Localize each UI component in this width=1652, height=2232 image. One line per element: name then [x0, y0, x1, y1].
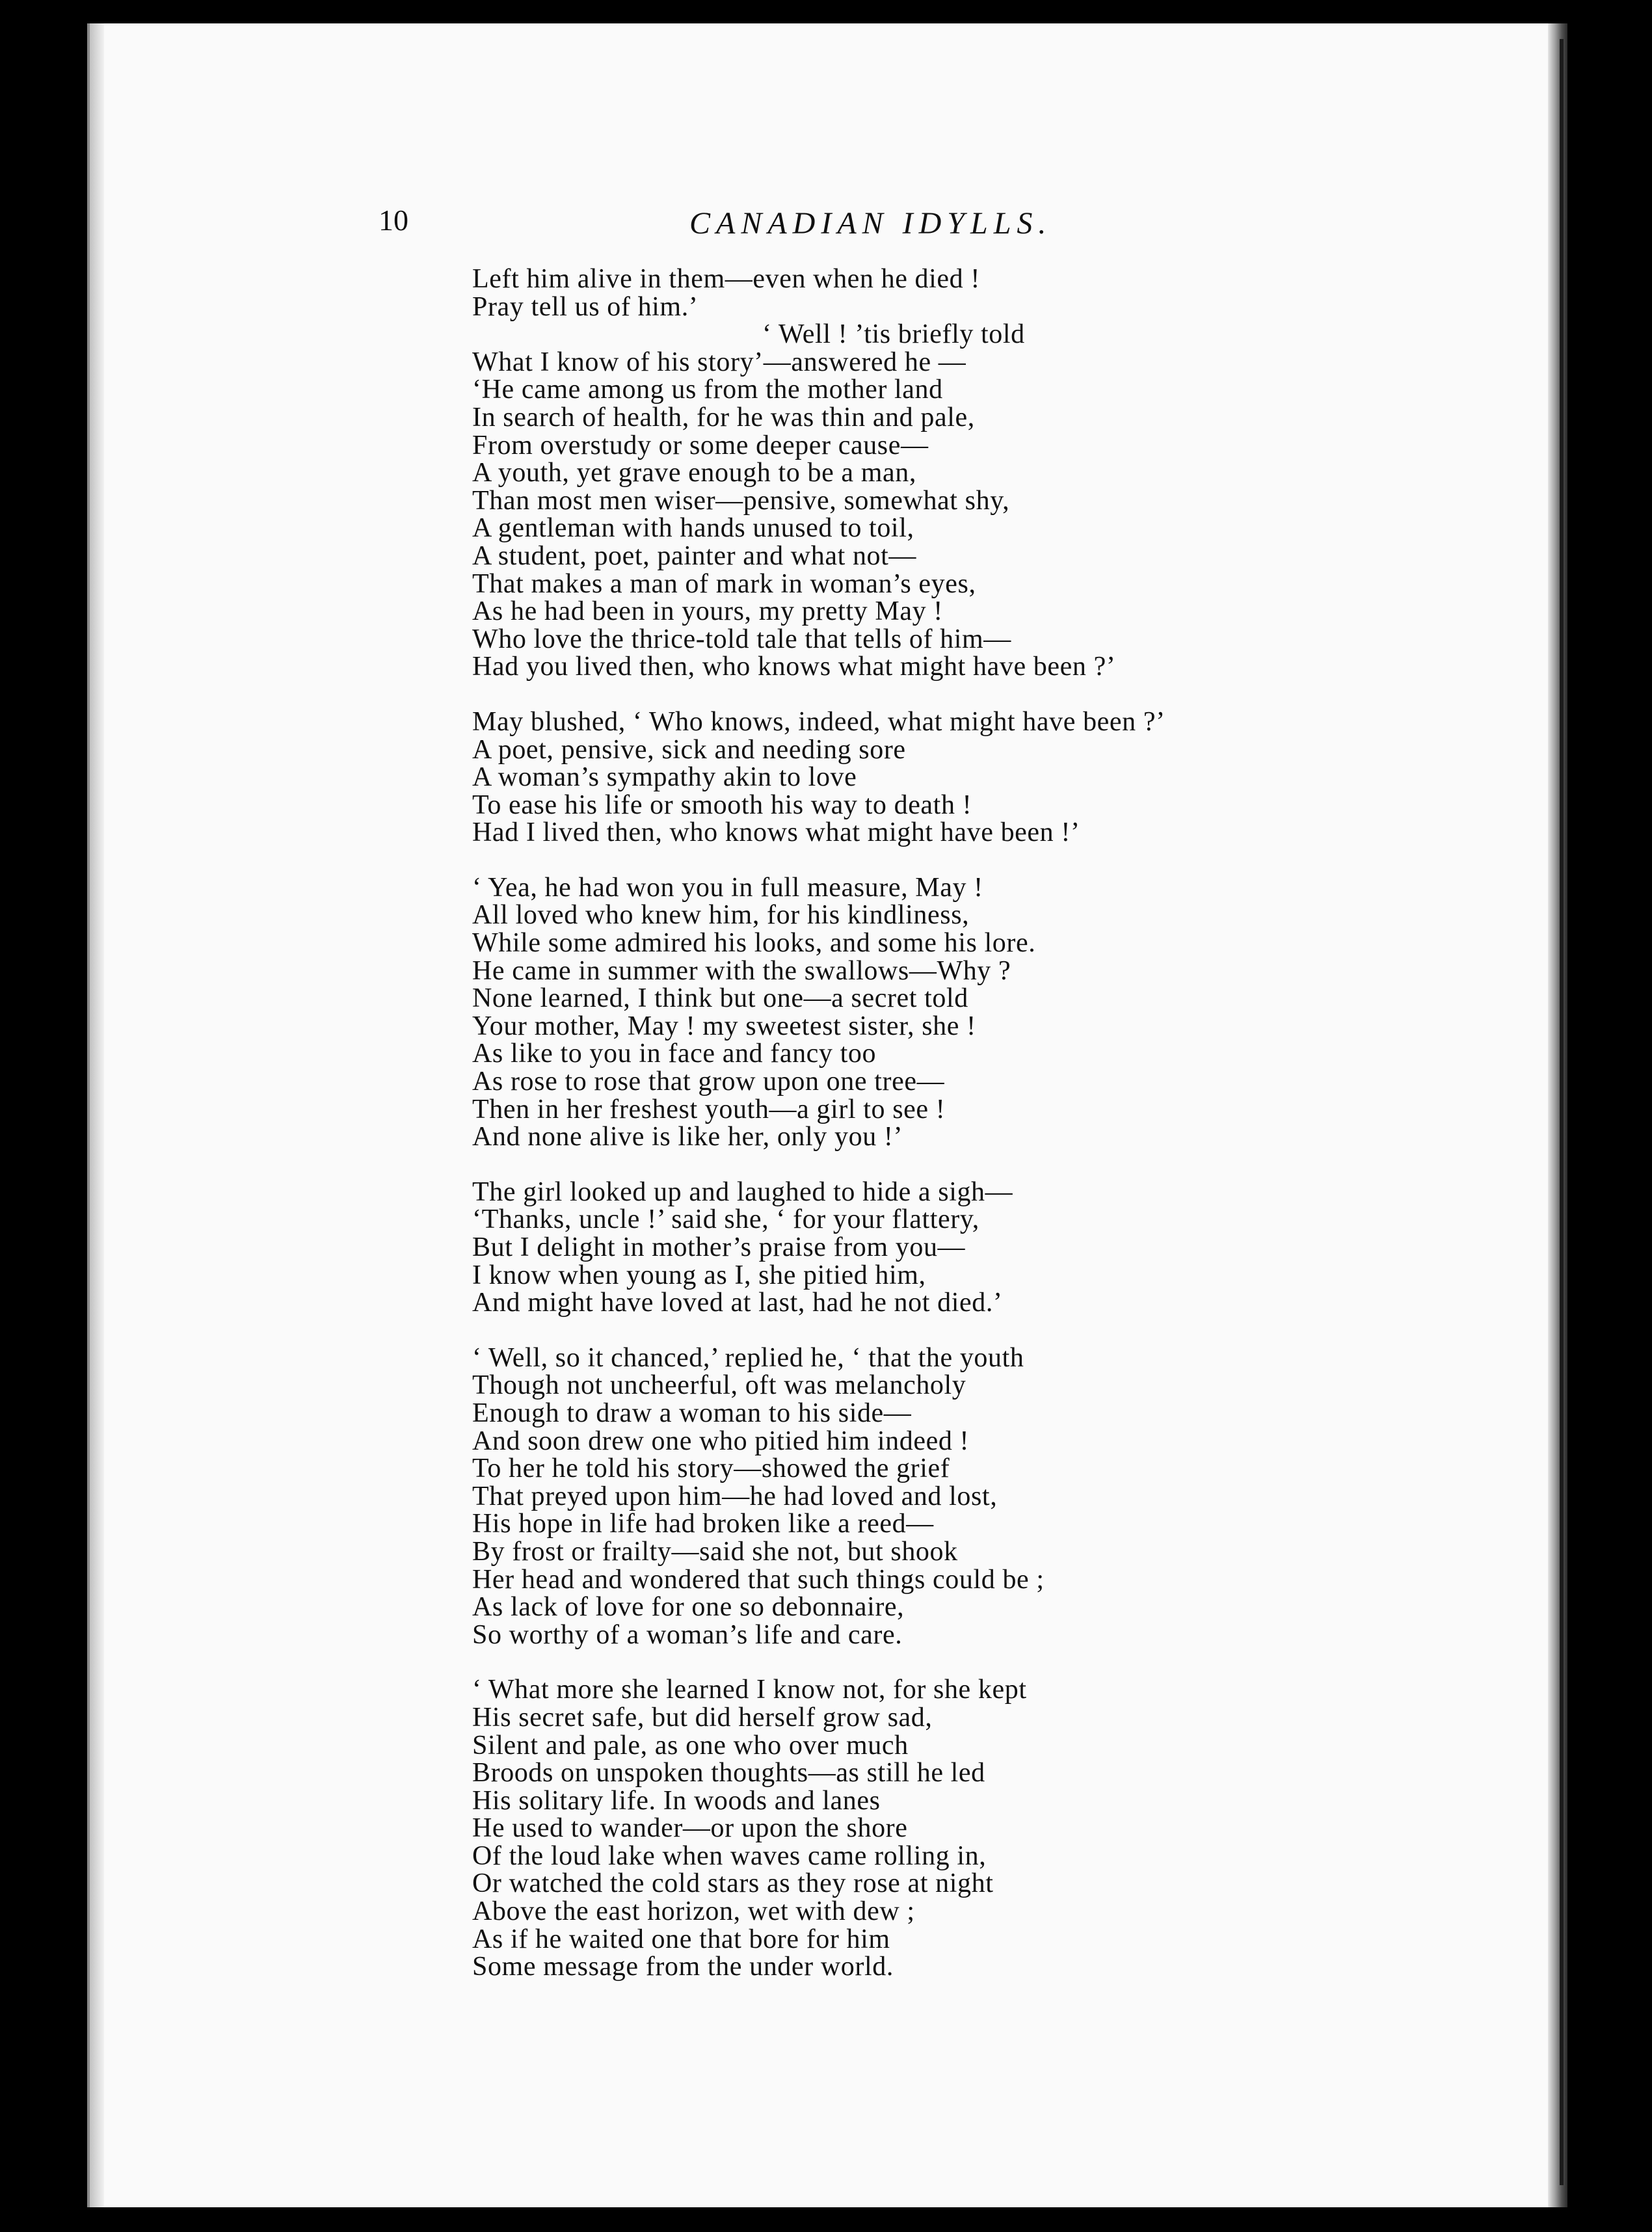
poem-line: ‘He came among us from the mother land: [472, 375, 943, 405]
poem-line: In search of health, for he was thin and pale,: [472, 402, 975, 432]
poem-line: Your mother, May ! my sweetest sister, she !: [472, 1011, 976, 1041]
book-binding-edge: [1548, 23, 1567, 2207]
poem-line: Pray tell us of him.’: [472, 291, 699, 322]
poem-line: What I know of his story’—answered he —: [472, 347, 966, 377]
poem-line: Had you lived then, who knows what might have been ?’: [472, 652, 1116, 682]
poem-line: As if he waited one that bore for him: [472, 1924, 890, 1954]
poem-line: From overstudy or some deeper cause—: [472, 430, 929, 460]
poem-line: Or watched the cold stars as they rose at night: [472, 1868, 994, 1899]
poem-line: And might have loved at last, had he not died.’: [472, 1288, 1003, 1318]
poem-line: Above the east horizon, wet with dew ;: [472, 1896, 915, 1927]
poem-line: None learned, I think but one—a secret told: [472, 983, 968, 1014]
poem-line: That preyed upon him—he had loved and lost,: [472, 1481, 998, 1511]
poem-line: That makes a man of mark in woman’s eyes,: [472, 568, 976, 599]
poem-line: All loved who knew him, for his kindliness,: [472, 900, 970, 931]
poem-line: A woman’s sympathy akin to love: [472, 762, 857, 793]
stanza: [472, 1344, 1396, 1649]
poem-line: ‘ Yea, he had won you in full measure, May !: [472, 872, 983, 903]
poem-line: Left him alive in them—even when he died !: [472, 264, 980, 294]
poem-line: Enough to draw a woman to his side—: [472, 1398, 912, 1428]
poem-line: Silent and pale, as one who over much: [472, 1730, 909, 1760]
poem-line: A poet, pensive, sick and needing sore: [472, 734, 906, 765]
poem-line: ‘Thanks, uncle !’ said she, ‘ for your flattery,: [472, 1204, 979, 1235]
poem-line: ‘ What more she learned I know not, for she kept: [472, 1675, 1027, 1705]
poem-line: Had I lived then, who knows what might have been !’: [472, 817, 1080, 848]
stanza: [472, 1676, 1396, 1981]
poem-line: Some message from the under world.: [472, 1952, 894, 1982]
poem-line: May blushed, ‘ Who knows, indeed, what might have been ?’: [472, 706, 1166, 737]
poem-line: His solitary life. In woods and lanes: [472, 1785, 881, 1816]
poem-line: And soon drew one who pitied him indeed !: [472, 1426, 970, 1456]
poem-line: He came in summer with the swallows—Why ?: [472, 955, 1011, 986]
poem-line: Than most men wiser—pensive, somewhat shy,: [472, 485, 1010, 516]
poem-line: He used to wander—or upon the shore: [472, 1813, 908, 1844]
poem-line: Of the loud lake when waves came rolling in,: [472, 1840, 987, 1871]
poem-line: But I delight in mother’s praise from you—: [472, 1232, 966, 1262]
poem-line: Broods on unspoken thoughts—as still he led: [472, 1758, 985, 1788]
page-left-edge: [87, 23, 90, 2207]
poem-line: ‘ Well ! ’tis briefly told: [762, 319, 1025, 350]
poem-line: Though not uncheerful, oft was melancholy: [472, 1370, 966, 1401]
poem-line: ‘ Well, so it chanced,’ replied he, ‘ that the youth: [472, 1342, 1024, 1373]
poem-line: A gentleman with hands unused to toil,: [472, 513, 914, 544]
poem-line: And none alive is like her, only you !’: [472, 1122, 903, 1152]
poem-line: To ease his life or smooth his way to death !: [472, 790, 972, 820]
poem-line: As like to you in face and fancy too: [472, 1039, 877, 1069]
poem-line: I know when young as I, she pitied him,: [472, 1260, 926, 1290]
poem-line: His hope in life had broken like a reed—: [472, 1509, 934, 1539]
page-number: 10: [379, 204, 408, 237]
stanza: [472, 874, 1396, 1151]
poem-line: As lack of love for one so debonnaire,: [472, 1592, 905, 1623]
poem-line: A youth, yet grave enough to be a man,: [472, 458, 916, 488]
stanza: [472, 708, 1396, 847]
running-head: CANADIAN IDYLLS.: [689, 206, 1052, 241]
poem-line: So worthy of a woman’s life and care.: [472, 1619, 903, 1650]
poem-line: Then in her freshest youth—a girl to see !: [472, 1094, 946, 1124]
poem-line: His secret safe, but did herself grow sad,: [472, 1702, 933, 1733]
poem-line: As he had been in yours, my pretty May !: [472, 596, 943, 627]
binding-dark-line: [1560, 39, 1564, 2185]
poem-line: As rose to rose that grow upon one tree—: [472, 1067, 945, 1097]
poem-line: Her head and wondered that such things could be ;: [472, 1564, 1045, 1595]
poem-line: By frost or frailty—said she not, but shook: [472, 1536, 958, 1567]
stanza: [472, 1178, 1396, 1317]
poem-body: [472, 265, 1396, 1981]
stanza: [472, 265, 1396, 681]
poem-line: Who love the thrice-told tale that tells of him—: [472, 624, 1011, 654]
poem-line: The girl looked up and laughed to hide a sigh—: [472, 1176, 1013, 1207]
poem-line: A student, poet, painter and what not—: [472, 540, 917, 571]
poem-line: To her he told his story—showed the grief: [472, 1454, 950, 1484]
poem-line: While some admired his looks, and some his lore.: [472, 928, 1036, 959]
